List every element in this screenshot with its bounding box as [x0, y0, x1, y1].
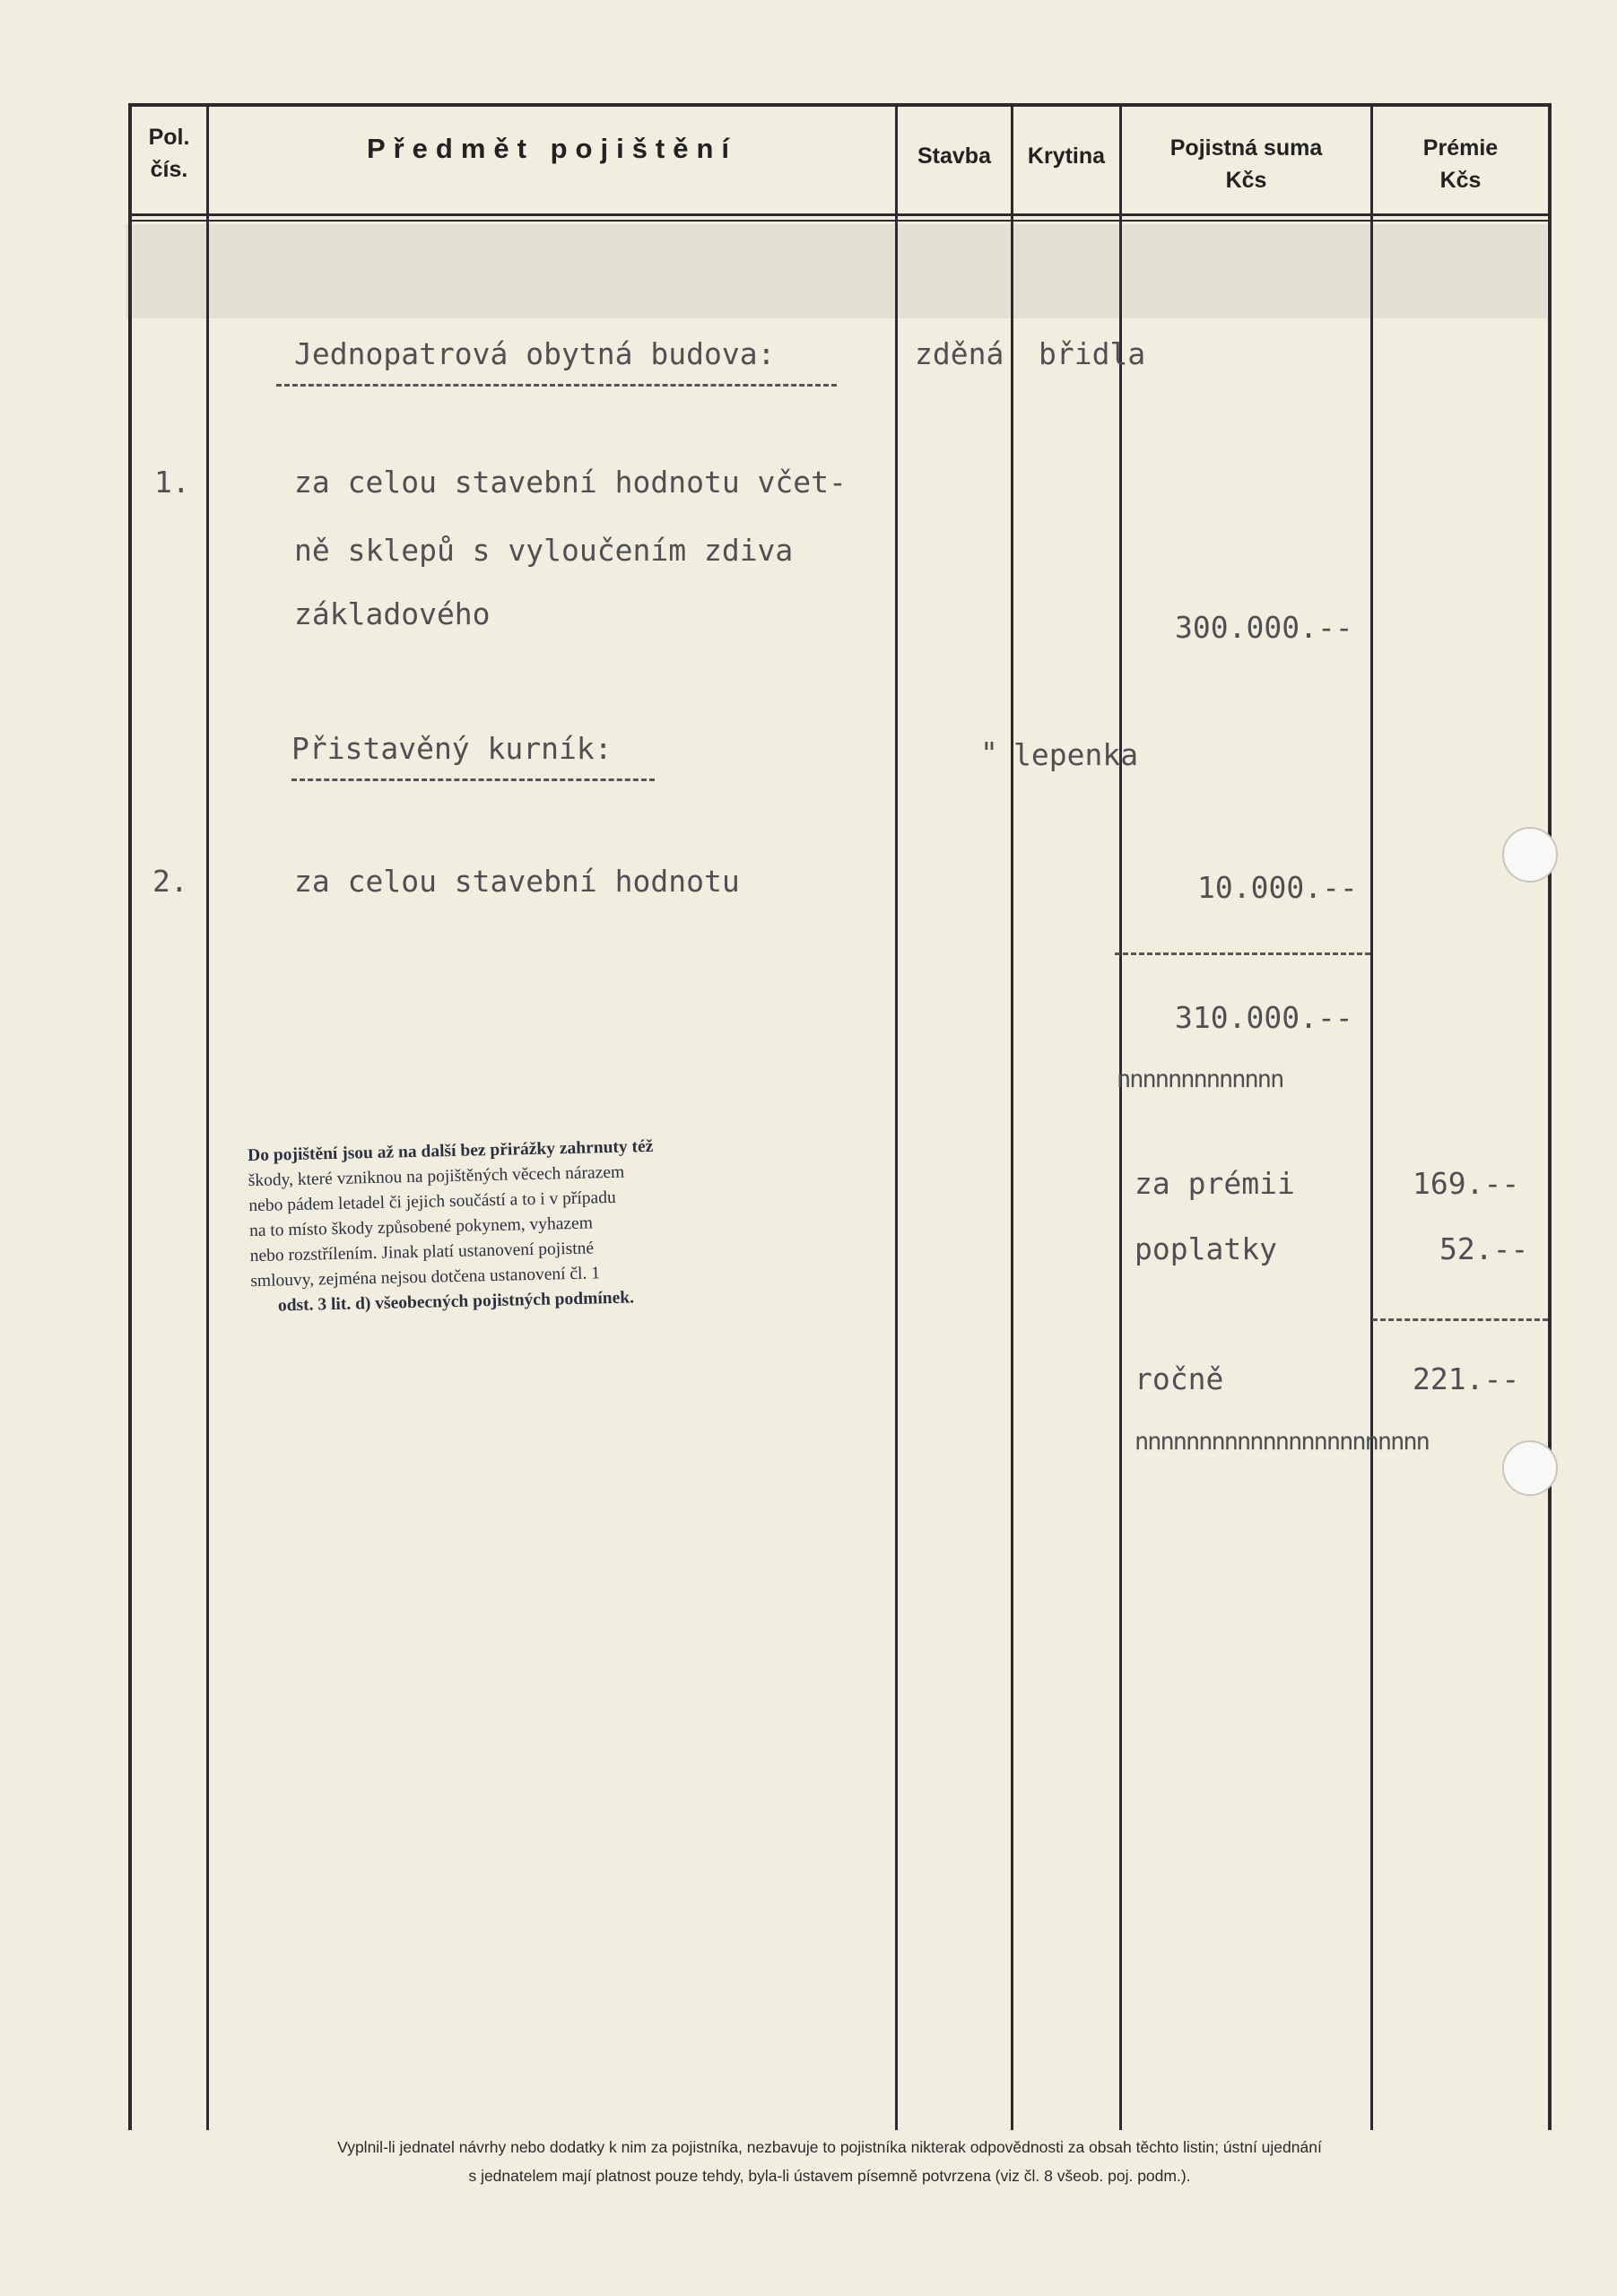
- fees-label: poplatky: [1135, 1231, 1277, 1266]
- header-bottom-border-2: [128, 220, 1552, 222]
- header-premie: Prémie Kčs: [1422, 135, 1499, 193]
- coop-stavba: ": [980, 735, 998, 770]
- item2-line1: za celou stavební hodnotu: [294, 864, 740, 899]
- stamp-line: nebo rozstřílením. Jinak platí ustanovení pojistné: [249, 1239, 595, 1266]
- header-stavba: Stavba: [917, 144, 991, 169]
- stamp-line: odst. 3 lit. d) všeobecných pojistných podmínek.: [277, 1288, 635, 1316]
- total-underline: nnnnnnnnnnnnn: [1117, 1065, 1283, 1093]
- premium-label: za prémii: [1135, 1166, 1295, 1201]
- divider-stavba: [1011, 103, 1013, 2130]
- item1-line2: ně sklepů s vyloučením zdiva: [294, 533, 794, 568]
- footer-note: [126, 2133, 1534, 2190]
- footer-line: Vyplnil-li jednatel návrhy nebo dodatky k nim za pojistníka, nezbavuje to pojistníka nikterak odpovědnosti za obsah těchto listin; ústní ujednání: [337, 2138, 1322, 2156]
- stamp-line: smlouvy, zejména nejsou dotčena ustanovení čl. 1: [250, 1264, 601, 1292]
- annual-label: ročně: [1135, 1361, 1224, 1396]
- total-sum: 310.000.--: [1175, 1000, 1353, 1035]
- header-bottom-border: [128, 213, 1552, 216]
- divider-krytina: [1119, 103, 1122, 2130]
- stamp-line: Do pojištění jsou až na další bez přirážky zahrnuty též: [247, 1136, 654, 1166]
- item1-sum: 300.000.--: [1175, 610, 1353, 645]
- stamp-clause: [248, 1131, 816, 1319]
- fees-value: 52.--: [1439, 1231, 1529, 1266]
- footer-line: s jednatelem mají platnost pouze tehdy, byla-li ústavem písemně potvrzena (viz čl. 8 všeob. poj. podm.).: [468, 2167, 1191, 2185]
- coop-title-underline: [291, 778, 655, 781]
- building-krytina: břidla: [1039, 336, 1146, 371]
- divider-pol: [206, 103, 209, 2130]
- table-left-border: [128, 103, 132, 2130]
- annual-underline: nnnnnnnnnnnnnnnnnnnnnnn: [1135, 1428, 1429, 1456]
- item1-number: 1.: [154, 465, 190, 500]
- premium-rule: [1372, 1318, 1548, 1321]
- coop-title: Přistavěný kurník:: [291, 731, 613, 766]
- table-top-border: [128, 103, 1552, 107]
- punch-hole-bottom: [1502, 1440, 1558, 1496]
- premium-value: 169.--: [1413, 1166, 1520, 1201]
- building-stavba: zděná: [915, 336, 1004, 371]
- divider-predmet: [895, 103, 898, 2130]
- divider-suma: [1370, 103, 1373, 2130]
- stamp-line: škody, které vzniknou na pojištěných věcech nárazem: [248, 1162, 625, 1191]
- table-right-border: [1548, 103, 1552, 2130]
- header-suma: Pojistná suma Kčs: [1169, 135, 1323, 193]
- header-krytina: Krytina: [1027, 144, 1106, 169]
- header-pol: Pol. čís.: [148, 125, 190, 182]
- annual-value: 221.--: [1413, 1361, 1520, 1396]
- coop-krytina: lepenka: [1013, 737, 1139, 772]
- building-title: Jednopatrová obytná budova:: [294, 336, 776, 371]
- building-title-underline: [276, 384, 837, 387]
- subtotal-rule: [1115, 952, 1370, 955]
- stamp-line: nebo pádem letadel či jejich součástí a to i v případu: [248, 1187, 616, 1216]
- punch-hole-top: [1502, 827, 1558, 883]
- item2-sum: 10.000.--: [1197, 870, 1358, 905]
- header-predmet: Předmět pojištění: [366, 133, 738, 164]
- item2-number: 2.: [152, 864, 188, 899]
- item1-line1: za celou stavební hodnotu včet-: [294, 465, 847, 500]
- item1-line3: základového: [294, 596, 491, 631]
- stamp-line: na to místo škody způsobené pokynem, vyhazem: [248, 1213, 594, 1241]
- bleed-through-banner: [126, 224, 1547, 318]
